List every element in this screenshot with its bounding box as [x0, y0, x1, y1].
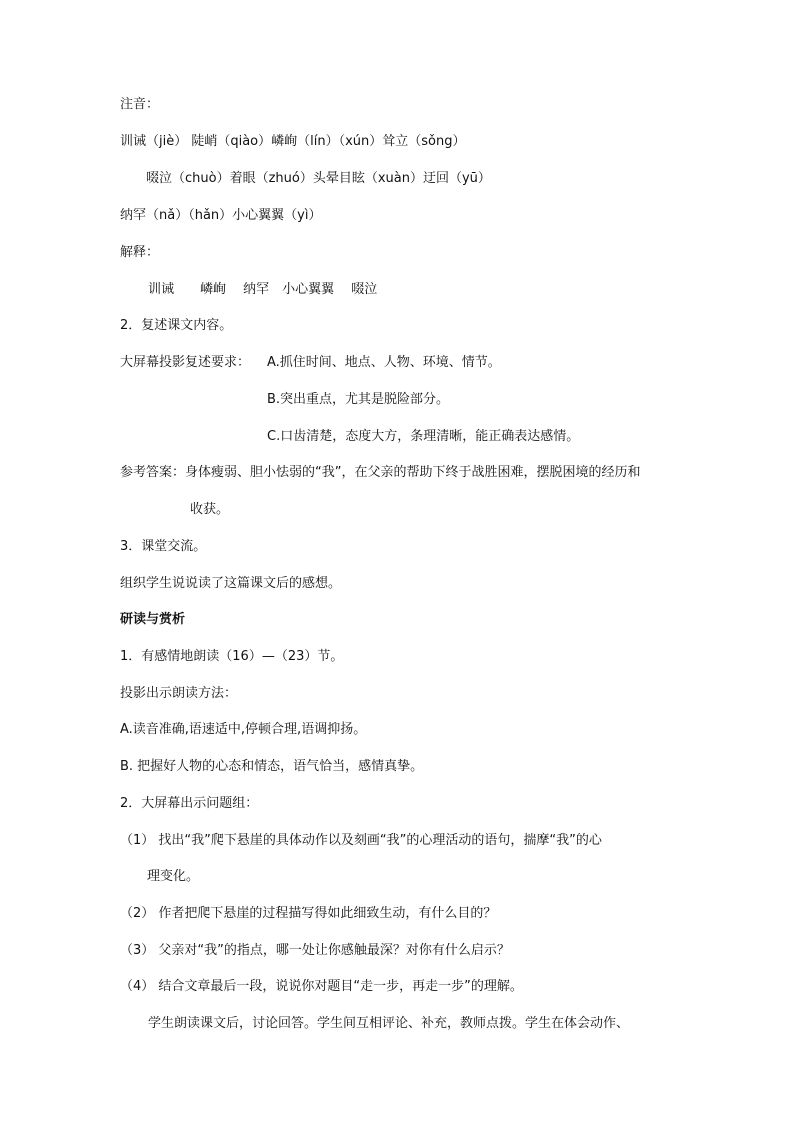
retell-requirements-prefix: 大屏幕投影复述要求：: [120, 355, 251, 370]
study-item-1: 1．有感情地朗读（16）—（23）节。: [120, 649, 344, 664]
explanation-heading: 解释：: [120, 245, 160, 260]
study-heading: 研读与赏析: [120, 612, 186, 627]
reading-method-b: B. 把握好人物的心态和情态，语气恰当，感情真挚。: [120, 759, 424, 774]
notation-line-2: 啜泣（chuò）着眼（zhuó）头晕目眩（xuàn）迂回（yū）: [146, 171, 491, 186]
reference-answer-line-1: 参考答案：身体瘦弱、胆小怯弱的“我”，在父亲的帮助下终于战胜困难，摆脱困境的经历和: [120, 465, 641, 480]
notation-line-3: 纳罕（nǎ）（hǎn）小心翼翼（yì）: [120, 208, 322, 223]
retell-requirement-a: A.抓住时间、地点、人物、环境、情节。: [267, 355, 501, 370]
closing-paragraph: 学生朗读课文后，讨论回答。学生间互相评论、补充，教师点拨。学生在体会动作、: [148, 1016, 630, 1031]
retell-item: 2．复述课文内容。: [120, 318, 233, 333]
question-4: （4） 结合文章最后一段，说说你对题目“走一步，再走一步”的理解。: [120, 979, 523, 994]
study-item-2: 2．大屏幕出示问题组：: [120, 796, 259, 811]
question-1-line-2: 理变化。: [147, 869, 200, 884]
reference-answer-line-2: 收获。: [190, 502, 230, 517]
reading-method-heading: 投影出示朗读方法：: [120, 686, 238, 701]
explanation-terms: 训诫 嶙峋 纳罕 小心翼翼 啜泣: [148, 282, 378, 297]
question-1-line-1: （1） 找出“我”爬下悬崖的具体动作以及刻画“我”的心理活动的语句，揣摩“我”的心: [120, 833, 602, 848]
question-3: （3） 父亲对“我”的指点，哪一处让你感触最深？对你有什么启示？: [120, 943, 510, 958]
reading-method-a: A.读音准确,语速适中,停顿合理,语调抑扬。: [120, 722, 367, 737]
exchange-item: 3．课堂交流。: [120, 539, 207, 554]
notation-heading: 注音：: [120, 97, 160, 112]
exchange-text: 组织学生说说读了这篇课文后的感想。: [120, 576, 342, 591]
notation-line-1: 训诫（jiè） 陡峭（qiào）嶙峋（lín）（xún）耸立（sǒng）: [120, 134, 466, 149]
retell-requirement-b: B.突出重点，尤其是脱险部分。: [267, 392, 450, 407]
retell-requirement-c: C.口齿清楚，态度大方，条理清晰，能正确表达感情。: [267, 429, 580, 444]
question-2: （2） 作者把爬下悬崖的过程描写得如此细致生动，有什么目的？: [120, 906, 497, 921]
